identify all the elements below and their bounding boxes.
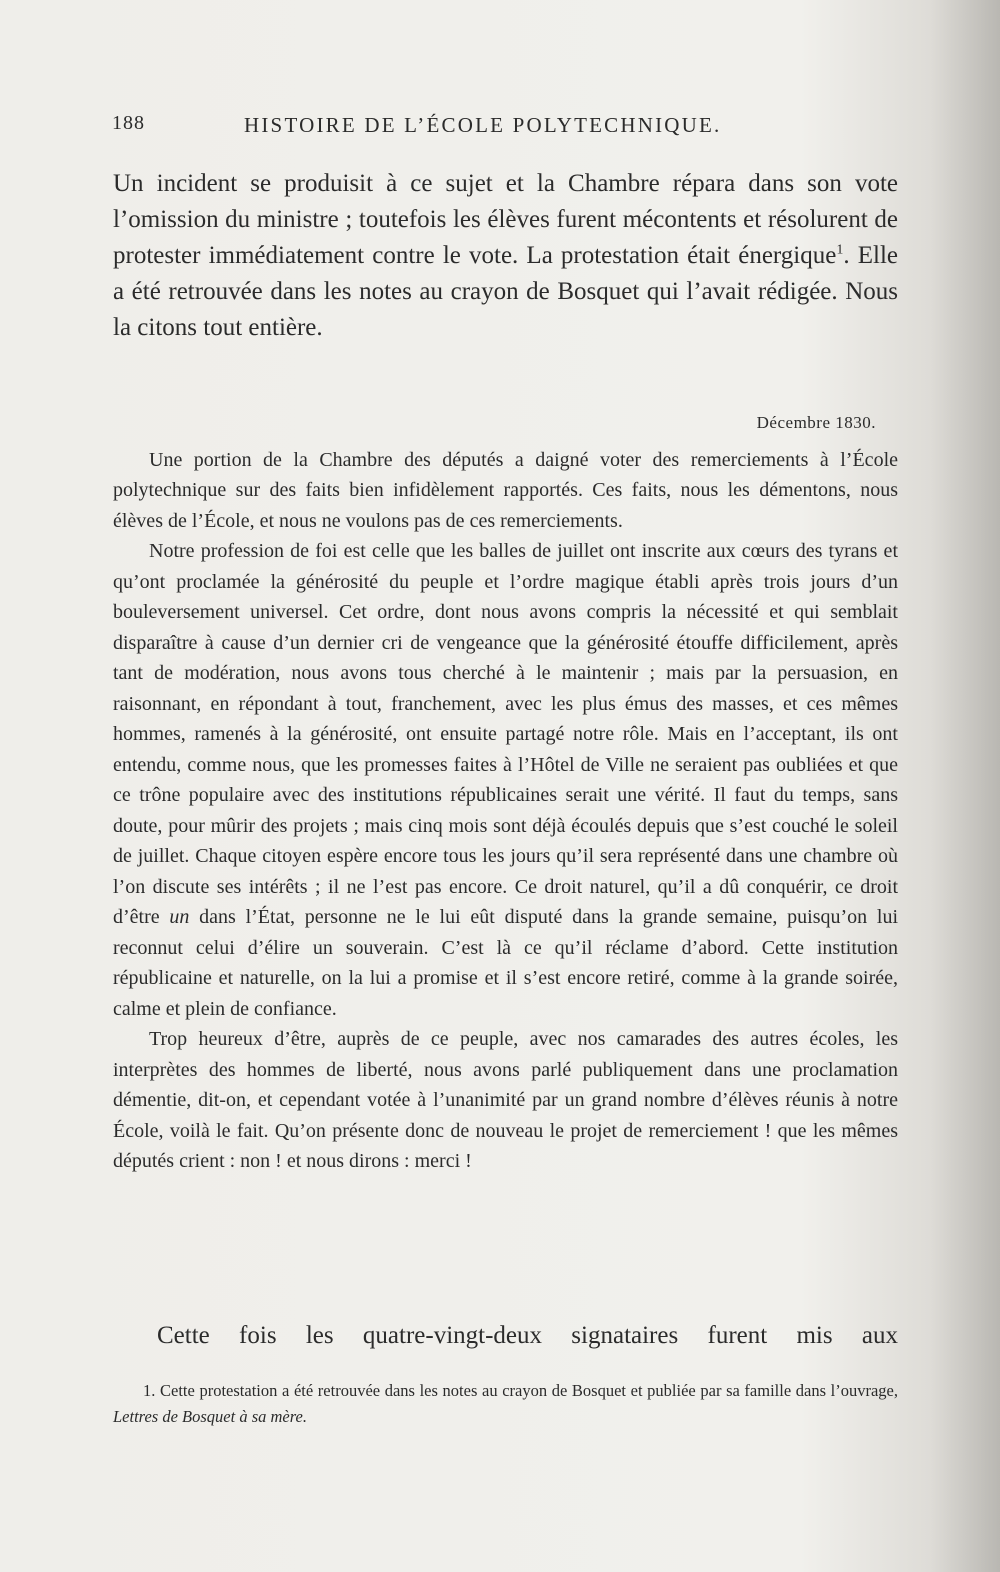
- profession-text: Notre profession de foi est celle que les balles de juillet ont inscrite aux cœurs des tyrans et qu’ont proclamée la générosité du peuple et l’ordre magique établi après trois jours d’un bouleversement universel. Cet ordre, dont nous avons compris la nécessité et qui semblait disparaître à cause d’un dernier cri de vengeance que la générosité étouffe difficilement, après tant de modération, nous avons tous cherché à le maintenir ; mais par la persuasion, en raisonnant, en répondant à tout, franchement, avec les plus émus des masses, et ces mêmes hommes, ramenés à la générosité, ont ensuite partagé notre rôle. Mais en l’acceptant, ils ont entendu, comme nous, que les promesses faites à l’Hôtel de Ville ne seraient pas oubliées et que ce trône populaire avec des institutions républicaines serait une vérité. Il faut du temps, sans doute, pour mûrir des projets ; mais cinq mois sont déjà écoulés depuis que s’est couché le soleil de juillet. Chaque citoyen espère encore tous les jours qu’il sera représenté dans une chambre où l’on discute ses intérêts ; il ne l’est pas encore. Ce droit naturel, qu’il a dû conquérir, ce droit d’être: [113, 540, 898, 928]
- protest-date: Décembre 1830.: [756, 413, 876, 432]
- intro-text-after: . Elle a été retrouvée dans les notes au crayon de Bosquet qui l’avait rédigée. Nous la citons tout entière.: [113, 242, 898, 341]
- quote-paragraph: Une portion de la Chambre des députés a daigné voter des remerciements à l’École polytechnique sur des faits bien infidèlement rapportés. Ces faits, nous les démentons, nous élèves de l’École, et nous ne voulons pas de ces remerciements.: [113, 448, 898, 532]
- quote-paragraph: Trop heureux d’être, auprès de ce peuple, avec nos camarades des autres écoles, les interprètes des hommes de liberté, nous avons parlé publiquement dans une proclamation démentie, dit-on, et cependant votée à l’unanimité par un grand nombre d’élèves réunis à notre École, voilà le fait. Qu’on présente donc de nouveau le projet de remerciement ! que les mêmes députés crient : non ! et nous dirons : merci !: [113, 1028, 898, 1172]
- running-title: HISTOIRE DE L’ÉCOLE POLYTECHNIQUE.: [244, 113, 722, 137]
- emphasized-word: un: [169, 906, 190, 928]
- closing-paragraph: [113, 1318, 898, 1354]
- quoted-protest: [113, 408, 898, 1177]
- page-number: 188: [112, 112, 145, 134]
- profession-text-after: dans l’État, personne ne le lui eût disputé dans la grande semaine, puisqu’on lui reconnut celui d’élire un souverain. C’est là ce qu’il réclame d’abord. Cette institution républicaine et naturelle, on la lui a promise et il s’est encore retiré, comme à la grande soirée, calme et plein de confiance.: [113, 906, 899, 1020]
- closing-text: Cette fois les quatre-vingt-deux signataires furent mis aux: [157, 1322, 898, 1349]
- footnote-marker: 1.: [143, 1381, 156, 1400]
- intro-text-main: Un incident se produisit à ce sujet et la Chambre répara dans son vote l’omission du ministre ; toutefois les élèves furent mécontents et résolurent de protester immédiatement contre le vote. La protestation était énergique: [113, 170, 898, 269]
- intro-text: [113, 166, 898, 346]
- footnote-reference: 1: [836, 242, 844, 258]
- page-header: [112, 112, 892, 144]
- intro-paragraph: [113, 166, 898, 346]
- footnote-work-title: Lettres de Bosquet à sa mère.: [113, 1407, 307, 1426]
- footnote-text: Cette protestation a été retrouvée dans les notes au crayon de Bosquet et publiée par sa famille dans l’ouvrage,: [160, 1381, 899, 1400]
- footnote: [113, 1378, 898, 1430]
- quote-paragraph: [113, 536, 898, 1024]
